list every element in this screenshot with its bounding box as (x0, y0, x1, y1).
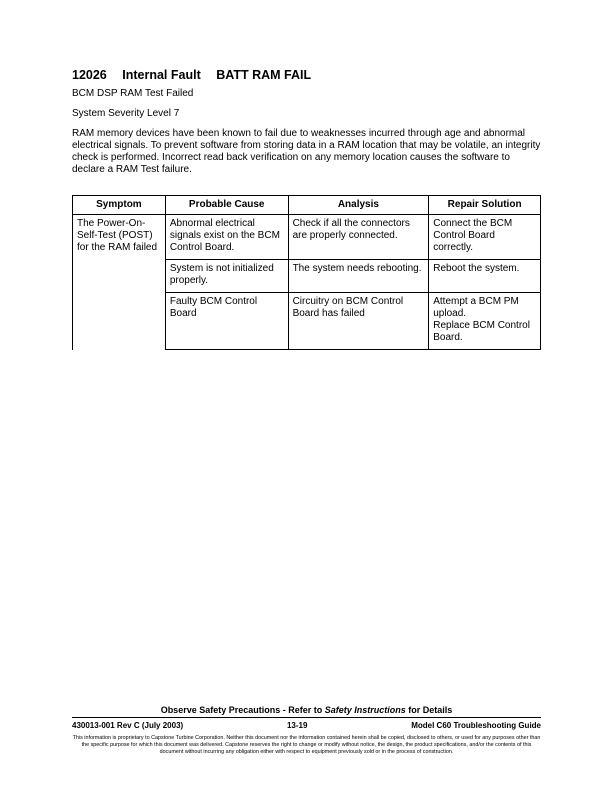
page-number: 13-19 (286, 721, 308, 730)
page-content (72, 64, 541, 343)
symptom-cell: The Power-On-Self-Test (POST) for the RAM failed (73, 215, 166, 350)
guide-title: Model C60 Troubleshooting Guide (411, 721, 541, 730)
fault-subtitle: BCM DSP RAM Test Failed (72, 88, 194, 99)
safety-instructions-link[interactable]: Safety Instructions (324, 705, 406, 715)
cause-cell: Faulty BCM Control Board (165, 293, 288, 350)
table-row (73, 215, 541, 260)
analysis-cell: Check if all the connectors are properly connected. (288, 215, 429, 260)
document-number: 430013-001 Rev C (July 2003) (72, 721, 184, 730)
repair-cell (429, 293, 541, 350)
troubleshooting-table (72, 195, 541, 350)
repair-cell (429, 260, 541, 293)
cause-cell: Abnormal electrical signals exist on the BCM Control Board. (165, 215, 288, 260)
table-header-row (73, 196, 541, 215)
repair-step: Replace BCM Control Board. (433, 320, 530, 343)
safety-prefix: Observe Safety Precautions - Refer to (160, 705, 325, 715)
safety-suffix: for Details (405, 705, 453, 715)
footer-divider (72, 717, 541, 718)
repair-step: Connect the BCM Control Board correctly. (433, 218, 513, 253)
cause-cell: System is not initialized properly. (165, 260, 288, 293)
safety-notice (72, 705, 541, 715)
footer-meta (72, 721, 541, 730)
severity-level: System Severity Level 7 (72, 108, 180, 119)
fault-heading (72, 68, 541, 82)
fault-name: BATT RAM FAIL (216, 68, 312, 82)
repair-step: Reboot the system. (433, 263, 520, 274)
column-header-probable-cause: Probable Cause (165, 196, 288, 215)
fault-description: RAM memory devices have been known to fail due to weaknesses incurred through age and abnormal electrical signals. To prevent software from storing data in a RAM location that may be volatile, an integrity check is performed. Incorrect read back verification on any memory location causes the software to declare a RAM Test failure. (72, 128, 541, 175)
analysis-cell: Circuitry on BCM Control Board has failed (288, 293, 429, 350)
repair-cell (429, 215, 541, 260)
column-header-analysis: Analysis (288, 196, 429, 215)
column-header-repair-solution: Repair Solution (429, 196, 541, 215)
analysis-cell: The system needs rebooting. (288, 260, 429, 293)
fault-code: 12026 (72, 68, 107, 82)
legal-notice: This information is proprietary to Capstone Turbine Corporation. Neither this document nor the information contained herein shall be copied, disclosed to others, or used for any purposes other than the specific purpose for which this document was delivered. Capstone reserves the right to change or modify without notice, the design, the product specifications, and/or the contents of this document without incurring any obligation either with respect to equipment previously sold or in the process of construction. (72, 735, 541, 755)
fault-category: Internal Fault (122, 68, 201, 82)
repair-step: Attempt a BCM PM upload. (433, 296, 519, 319)
column-header-symptom: Symptom (73, 196, 166, 215)
